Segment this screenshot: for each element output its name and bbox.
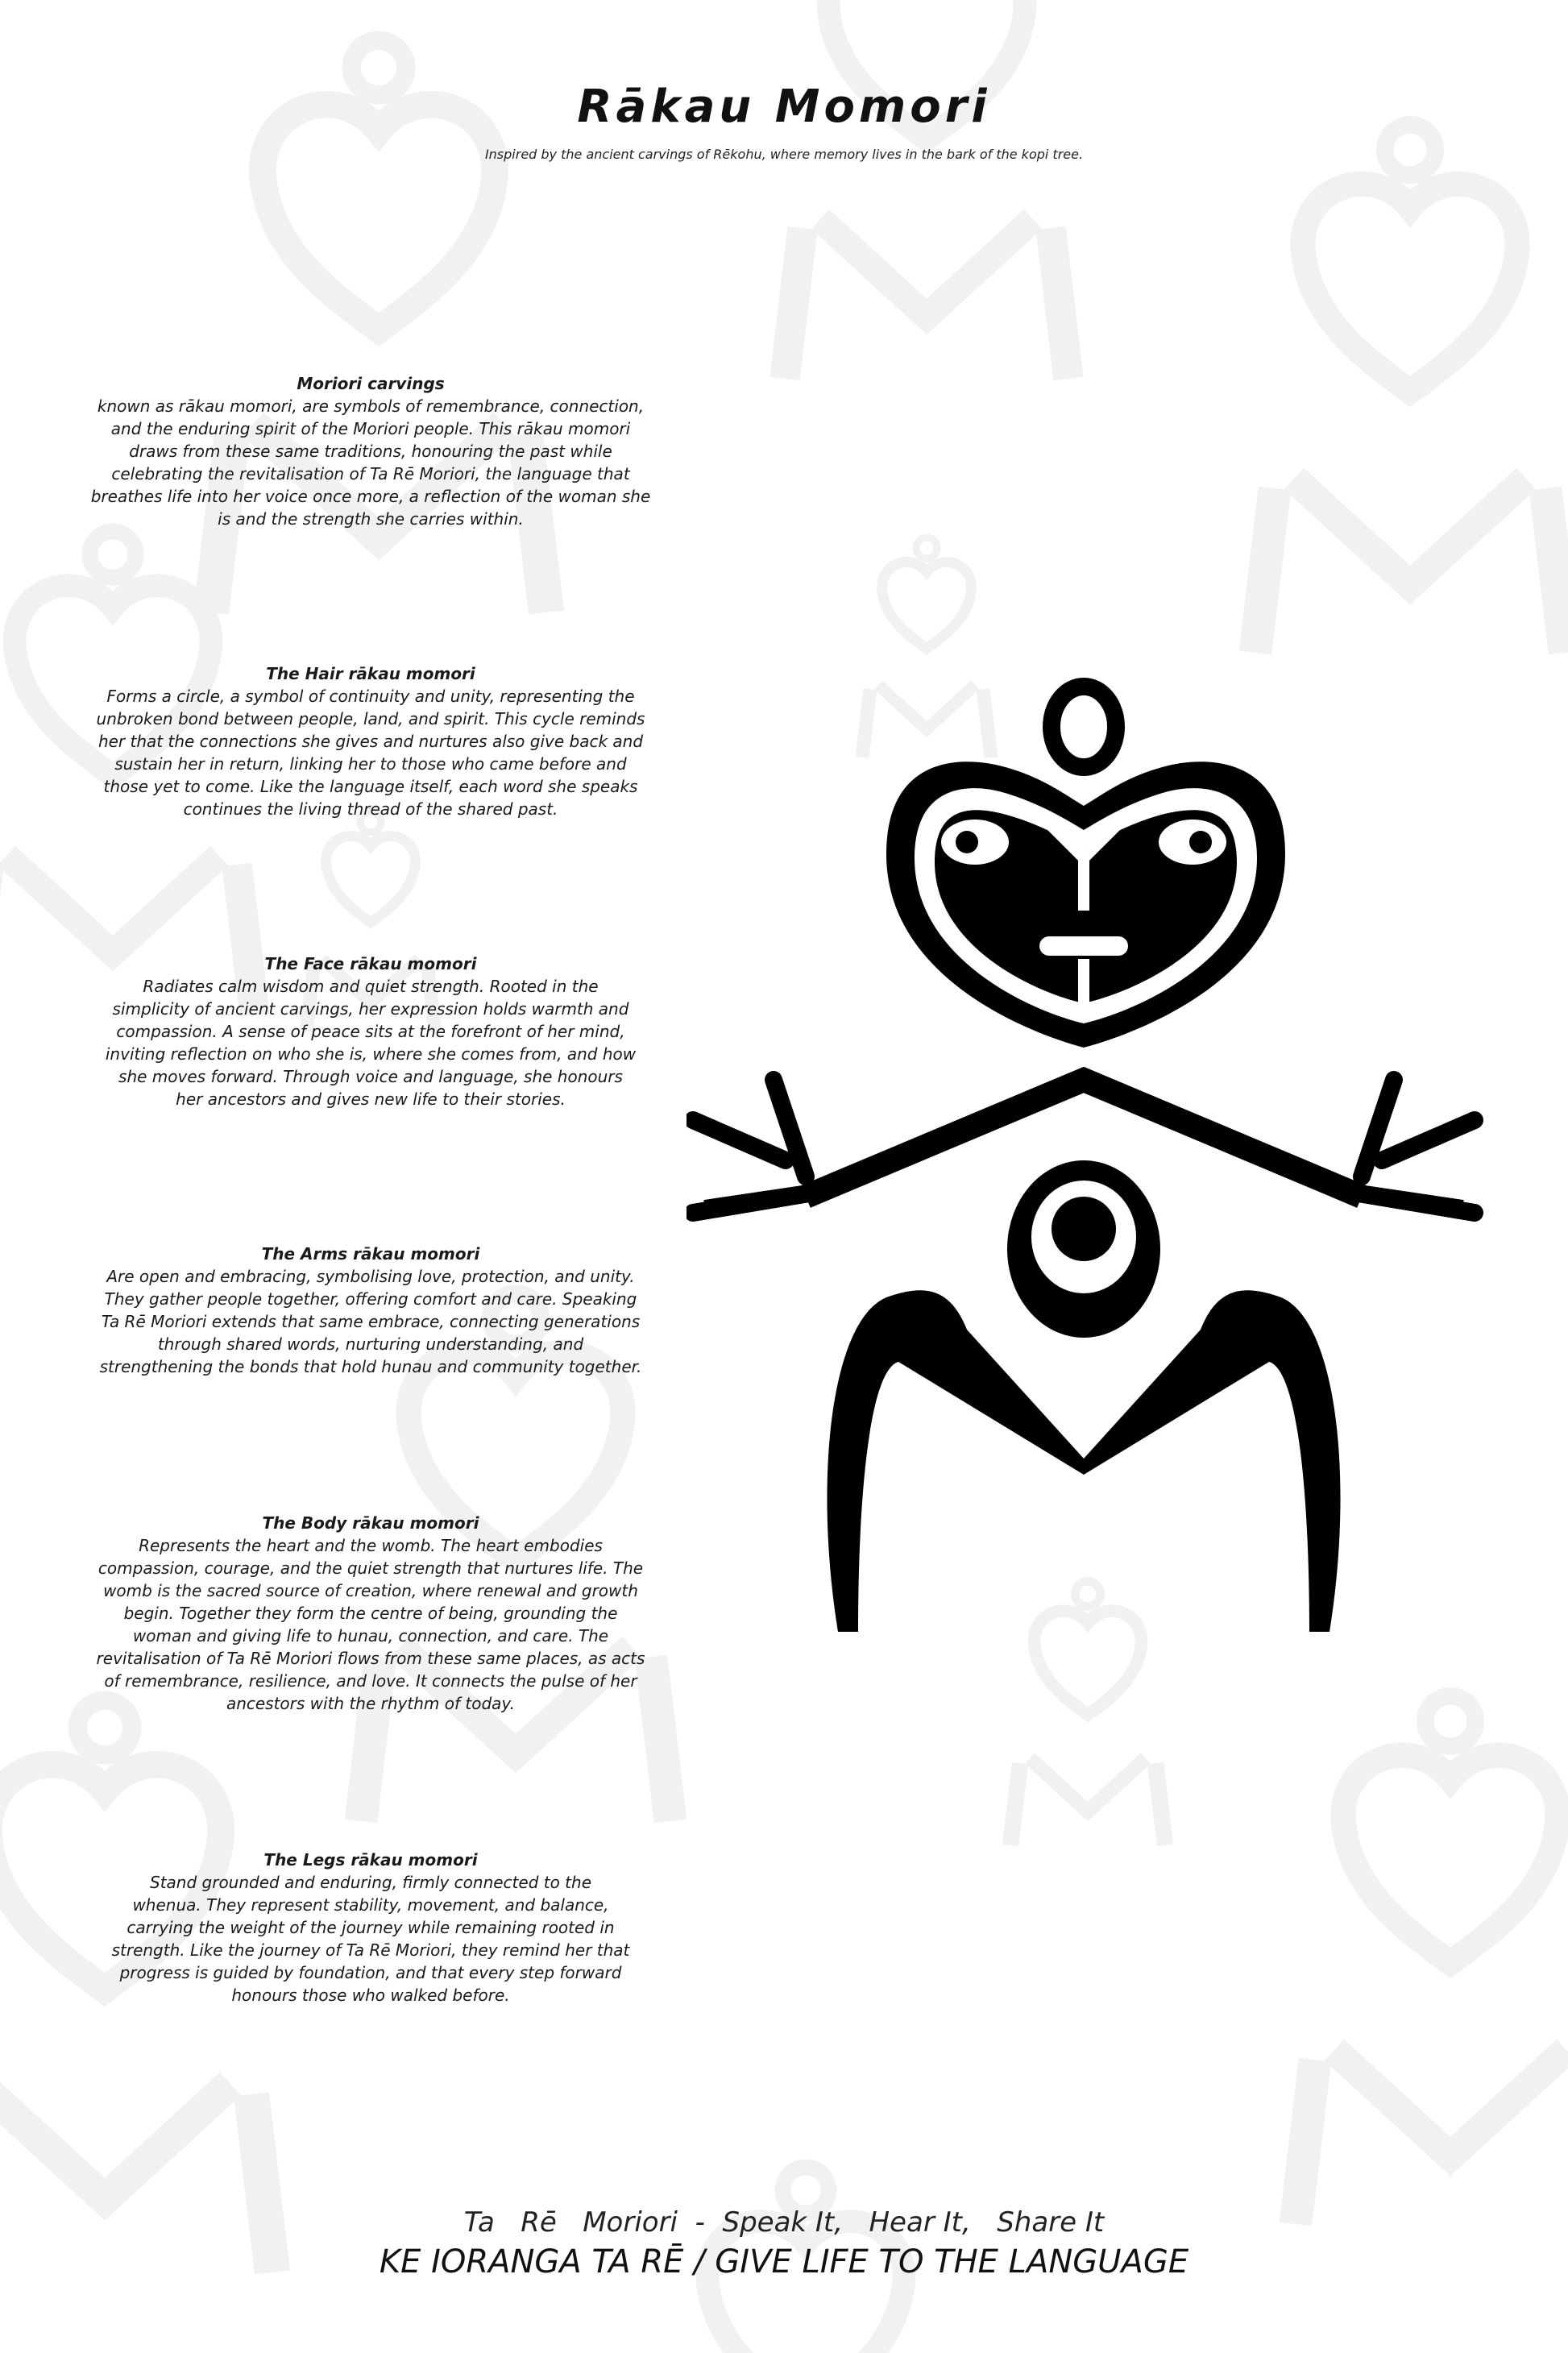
section-line: ancestors with the rhythm of today. [226,1694,516,1713]
section-body [77,1512,665,1715]
footer-slogan: KE IORANGA TA RĒ / GIVE LIFE TO THE LANGUAGE [379,2243,1189,2280]
section-face [77,952,665,1110]
section-line: she moves forward. Through voice and language, she honours [118,1067,623,1086]
section-line: of remembrance, resilience, and love. It connects the pulse of her [104,1671,637,1691]
section-hair [77,662,665,820]
section-line: Forms a circle, a symbol of continuity and unity, representing the [106,687,635,706]
section-line: woman and giving life to hunau, connection, and care. The [132,1626,609,1645]
section-line: those yet to come. Like the language itself, each word she speaks [103,777,638,796]
section-line: Radiates calm wisdom and quiet strength. Rooted in the [143,977,599,996]
section-heading: The Arms rākau momori [261,1244,480,1264]
section-line: They gather people together, offering comfort and care. Speaking [104,1289,637,1309]
section-line: simplicity of ancient carvings, her expression holds warmth and [112,999,629,1019]
page-title: Rākau Momori [577,81,991,133]
section-line: celebrating the revitalisation of Ta Rē Moriori, the language that [111,464,630,483]
footer-tagline: Ta Rē Moriori - Speak It, Hear It, Share It [463,2206,1105,2239]
section-line: inviting reflection on who she is, where she comes from, and how [105,1044,637,1064]
nose-bridge [1078,854,1089,911]
section-arms [77,1243,665,1378]
section-line: strengthening the bonds that hold hunau and community together. [99,1357,642,1376]
section-line: honours those who walked before. [231,1986,510,2005]
legs-m-icon [828,1290,1341,1632]
section-line: unbroken bond between people, land, and spirit. This cycle reminds [96,709,645,728]
section-line: her ancestors and gives new life to their stories. [176,1089,566,1109]
section-line: womb is the sacred source of creation, where renewal and growth [103,1581,638,1600]
section-line: begin. Together they form the centre of being, grounding the [123,1604,618,1623]
section-heading: Moriori carvings [297,374,445,393]
section-line: known as rākau momori, are symbols of remembrance, connection, [97,396,645,416]
section-line: Stand grounded and enduring, firmly connected to the [150,1873,591,1892]
section-line: compassion. A sense of peace sits at the forefront of her mind, [116,1022,625,1041]
section-line: strength. Like the journey of Ta Rē Moriori, they remind her that [111,1940,630,1960]
section-line: through shared words, nurturing understanding, and [157,1334,584,1354]
section-line: breathes life into her voice once more, a reflection of the woman she [90,487,651,506]
section-line: carrying the weight of the journey while remaining rooted in [127,1918,615,1937]
section-moriori-carvings [77,372,665,530]
section-line: sustain her in return, linking her to those who came before and [114,754,627,774]
section-legs [77,1849,665,2006]
rakau-momori-figure [687,675,1492,1642]
chin-line [1078,959,1089,1007]
section-line: progress is guided by foundation, and that every step forward [119,1963,622,1982]
right-pupil-icon [1189,831,1212,853]
section-line: Ta Rē Moriori extends that same embrace, connecting generations [101,1312,641,1331]
section-line: Represents the heart and the womb. The heart embodies [139,1536,603,1555]
left-pupil-icon [956,831,978,853]
page-subtitle: Inspired by the ancient carvings of Rēkohu, where memory lives in the bark of the kopi tree. [484,147,1084,162]
section-heading: The Legs rākau momori [263,1850,478,1870]
section-line: draws from these same traditions, honouring the past while [129,442,612,461]
section-line: whenua. They represent stability, movement, and balance, [132,1895,609,1915]
body-heart-dot-icon [1052,1197,1116,1261]
mouth-icon [1039,936,1128,956]
section-line: her that the connections she gives and nurtures also give back and [97,732,644,751]
hair-ring-icon [1052,687,1116,767]
section-line: compassion, courage, and the quiet strength that nurtures life. The [97,1558,644,1578]
section-line: continues the living thread of the shared past. [183,799,558,819]
section-heading: The Face rākau momori [264,954,477,973]
section-heading: The Body rākau momori [262,1513,479,1533]
section-line: is and the strength she carries within. [218,509,524,529]
section-line: and the enduring spirit of the Moriori people. This rākau momori [110,419,631,438]
section-line: Are open and embracing, symbolising love, protection, and unity. [106,1267,635,1286]
section-heading: The Hair rākau momori [266,664,475,683]
section-line: revitalisation of Ta Rē Moriori flows from these same places, as acts [96,1649,645,1668]
